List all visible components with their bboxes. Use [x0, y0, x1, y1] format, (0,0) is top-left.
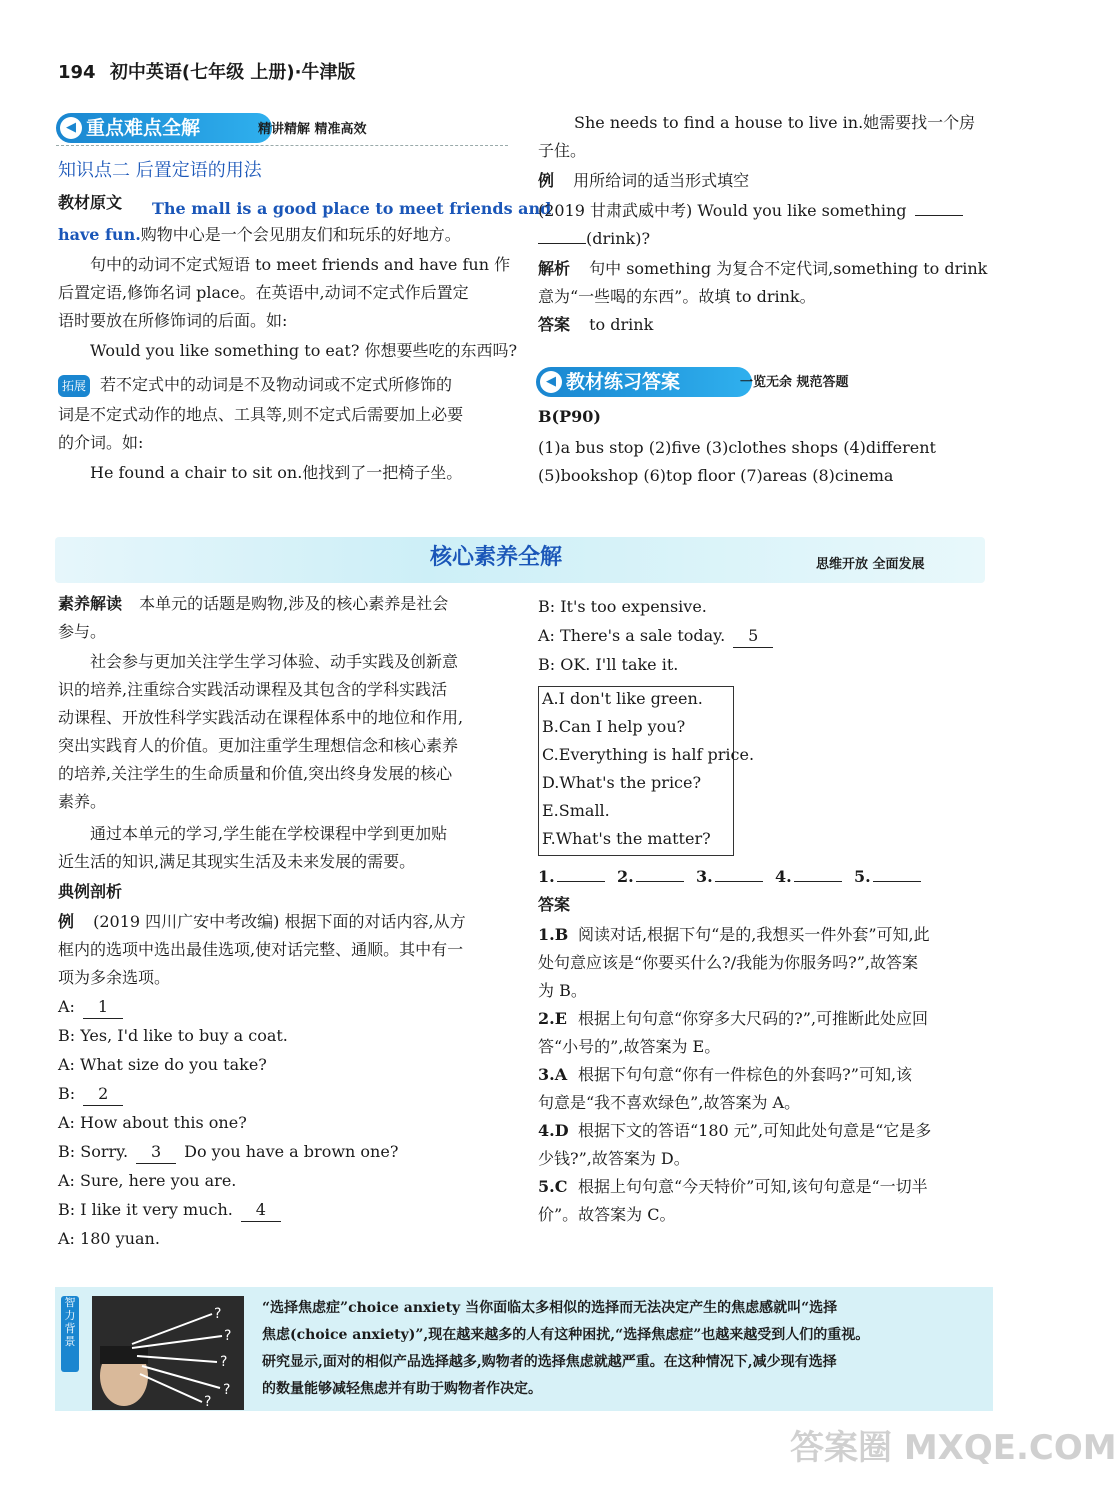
answer-blank[interactable]	[715, 881, 763, 882]
dialog-text: B: Sorry.	[58, 1142, 129, 1161]
extension-line-1	[58, 374, 452, 397]
answer-line	[538, 1204, 676, 1226]
dialog-line	[58, 1083, 123, 1106]
p4-line: 近生活的知识,满足其现实生活及未来发展的需要。	[58, 852, 416, 871]
orig-en-line-1: The mall is a good place to meet friends and	[152, 199, 552, 218]
dialog-blank[interactable]: 3	[136, 1141, 176, 1164]
page-header	[58, 58, 355, 84]
option-item[interactable]: D.What's the price?	[542, 773, 702, 792]
p3-line: 社会参与更加关注学生学习体验、动手实践及创新意	[90, 652, 459, 671]
answer-text: 句意是“我不喜欢绿色”,故答案为 A。	[538, 1093, 801, 1112]
answer-blank[interactable]	[538, 243, 586, 244]
orig-label: 教材原文	[58, 193, 123, 212]
dialog-blank[interactable]: 2	[83, 1083, 123, 1106]
li-text: 用所给词的适当形式填空	[573, 171, 750, 190]
dialog-line	[538, 596, 707, 618]
page-number: 194	[58, 62, 96, 83]
analysis-line-2: 意为“一些喝的东西”。故填 to drink。	[538, 287, 816, 306]
answer-text: 为 B。	[538, 981, 587, 1000]
orig-cn: 购物中心是一个会见朋友们和玩乐的好地方。	[140, 225, 461, 244]
dialog-text: A:	[58, 997, 75, 1016]
answer-line	[538, 1148, 690, 1170]
blank-number: 3.	[696, 867, 713, 886]
p3-line: 素养。	[58, 792, 107, 811]
answer-line	[538, 1120, 931, 1142]
answer-line	[538, 1008, 928, 1030]
svg-text:?: ?	[204, 1394, 212, 1410]
dialog-text: A: There's a sale today.	[538, 626, 726, 645]
p3-line: 的培养,关注学生的生命质量和价值,突出终身发展的核心	[58, 764, 453, 783]
answer-number: 5.C	[538, 1177, 568, 1196]
side-tag: 智力背景	[61, 1296, 79, 1372]
bottom-line-1: “选择焦虑症”choice anxiety 当你面临太多相似的选择而无法决定产生的焦虑感就叫“选择	[262, 1300, 838, 1316]
section-pill-key-points	[56, 113, 272, 143]
dialog-blank[interactable]: 5	[733, 625, 773, 648]
answer-line	[538, 1064, 912, 1086]
answer-text: to drink	[589, 315, 654, 334]
bottom-line-3: 研究显示,面对的相似产品选择越多,购物者的选择焦虑就越严重。在这种情况下,减少现有选择	[262, 1354, 837, 1370]
question-line-1	[538, 200, 963, 222]
blank-item	[696, 866, 763, 888]
svg-text:?: ?	[224, 1328, 232, 1344]
dialog-line	[58, 1141, 398, 1164]
banner-tagline: 思维开放 全面发展	[816, 557, 925, 572]
dialog-line	[538, 625, 773, 648]
answer-line	[538, 952, 918, 974]
para-line: 语时要放在所修饰词的后面。如:	[58, 311, 288, 330]
dialog-blank[interactable]: 4	[241, 1199, 281, 1222]
svg-text:?: ?	[220, 1354, 228, 1370]
bottom-line-4: 的数量能够减轻焦虑并有助于购物者作决定。	[262, 1381, 542, 1397]
option-item[interactable]: A.I don't like green.	[542, 689, 703, 708]
sy-line-2: 参与。	[58, 622, 107, 641]
option-item[interactable]: F.What's the matter?	[542, 829, 711, 848]
dialog-text: A: What size do you take?	[58, 1055, 267, 1074]
dialog-text: A: Sure, here you are.	[58, 1171, 237, 1190]
orig-line-2	[58, 224, 461, 246]
answer-text: 根据下文的答语“180 元”,可知此处句意是“它是多	[578, 1121, 932, 1140]
p3-line: 识的培养,注重综合实践活动课程及其包含的学科实践活	[58, 680, 448, 699]
dialog-line	[58, 1199, 281, 1222]
divider	[56, 145, 508, 146]
answer-text: 价”。故答案为 C。	[538, 1205, 676, 1224]
li-text: (2019 四川广安中考改编) 根据下面的对话内容,从方	[93, 912, 466, 931]
answer-blank[interactable]	[636, 881, 684, 882]
answer-text: 根据上句句意“今天特价”可知,该句句意是“一切半	[578, 1177, 928, 1196]
answer-text: 根据上句句意“你穿多大尺码的?”,可推断此处应回	[578, 1009, 929, 1028]
dialog-text: B: OK. I'll take it.	[538, 655, 679, 674]
pill-tagline: 精讲精解 精准高效	[258, 122, 367, 137]
illustration	[92, 1296, 244, 1410]
example-line: He found a chair to sit on.他找到了一把椅子坐。	[90, 463, 463, 482]
li-line-3: 项为多余选项。	[58, 968, 171, 987]
answers-line-1: (1)a bus stop (2)five (3)clothes shops (4)different	[538, 438, 936, 457]
answer-line	[538, 1036, 720, 1058]
p4-line: 通过本单元的学习,学生能在学校课程中学到更加贴	[90, 824, 448, 843]
dialog-line	[58, 1170, 236, 1192]
answer-blank[interactable]	[873, 881, 921, 882]
answer-number: 2.E	[538, 1009, 567, 1028]
answer-text: 根据下句句意“你有一件棕色的外套吗?”可知,该	[578, 1065, 913, 1084]
para-line: 的介词。如:	[58, 433, 144, 452]
dialog-text: A: 180 yuan.	[58, 1229, 160, 1248]
answer-text: 答“小号的”,故答案为 E。	[538, 1037, 721, 1056]
sy-text: 本单元的话题是购物,涉及的核心素养是社会	[139, 594, 449, 613]
speaker-icon: ◀	[60, 117, 82, 139]
answer-text: 少钱?”,故答案为 D。	[538, 1149, 690, 1168]
section-pill-textbook-answers	[536, 367, 752, 397]
dl-label: 典例剖析	[58, 882, 123, 901]
svg-text:?: ?	[223, 1382, 231, 1398]
extension-tag: 拓展	[58, 375, 90, 397]
dialog-text: B:	[58, 1084, 76, 1103]
svg-text:?: ?	[214, 1306, 222, 1322]
answer-line	[538, 1092, 800, 1114]
blank-number: 1.	[538, 867, 555, 886]
answer-number: 1.B	[538, 925, 569, 944]
sy-label: 素养解读	[58, 594, 123, 613]
blank-number: 2.	[617, 867, 634, 886]
answer-line	[538, 1176, 928, 1198]
sy-line-1	[58, 593, 448, 615]
pill-tagline: 一览无余 规范答题	[740, 375, 849, 390]
speaker-icon: ◀	[540, 371, 562, 393]
illustration-arrows	[92, 1296, 244, 1410]
dialog-text: Do you have a brown one?	[184, 1142, 399, 1161]
blank-item	[617, 866, 684, 888]
dialog-line	[58, 1228, 160, 1250]
p3-line: 突出实践育人的价值。更加注重学生理想信念和核心素养	[58, 736, 459, 755]
blank-number: 5.	[854, 867, 871, 886]
example-line: 子住。	[538, 141, 587, 160]
li-label: 例	[538, 171, 555, 190]
analysis-line-1	[538, 258, 987, 280]
example-line: Would you like something to eat? 你想要些吃的东西吗?	[90, 341, 518, 360]
para-line: 后置定语,修饰名词 place。在英语中,动词不定式作后置定	[58, 283, 469, 302]
example-line: She needs to find a house to live in.她需要找一个房	[574, 113, 976, 132]
dialog-line	[58, 1025, 288, 1047]
option-item[interactable]: E.Small.	[542, 801, 610, 820]
orig-en-line-2: have fun.	[58, 225, 141, 244]
answer-label: 答案	[538, 315, 571, 334]
book-title: 初中英语(七年级 上册)·牛津版	[109, 62, 356, 83]
answer-line	[538, 314, 653, 336]
dialog-text: B: Yes, I'd like to buy a coat.	[58, 1026, 288, 1045]
exercise-line	[538, 170, 749, 192]
li-line-1	[58, 911, 466, 933]
pill-label: 重点难点全解	[86, 117, 201, 139]
blank-item	[538, 866, 605, 888]
analysis-label: 解析	[538, 259, 571, 278]
answer-number: 4.D	[538, 1121, 569, 1140]
question-text: (2019 甘肃武威中考) Would you like something	[538, 201, 907, 220]
dialog-line	[58, 1054, 267, 1076]
para-text: 若不定式中的动词是不及物动词或不定式所修饰的	[100, 375, 453, 394]
answer-line	[538, 980, 587, 1002]
dialog-text: B: I like it very much.	[58, 1200, 233, 1219]
answer-blank[interactable]	[557, 881, 605, 882]
question-line-2	[538, 228, 650, 250]
dialog-text: A: How about this one?	[58, 1113, 247, 1132]
dialog-line	[538, 654, 678, 676]
blank-item	[854, 866, 921, 888]
dialog-line	[58, 996, 123, 1019]
analysis-text: 句中 something 为复合不定代词,something to drink	[589, 259, 988, 278]
question-text: (drink)?	[586, 229, 651, 248]
li-label: 例	[58, 912, 75, 931]
blank-item	[775, 866, 842, 888]
answer-text: 阅读对话,根据下句“是的,我想买一件外套”可知,此	[578, 925, 930, 944]
banner-title: 核心素养全解	[430, 545, 563, 570]
answer-blank[interactable]	[915, 215, 963, 216]
dialog-line	[58, 1112, 247, 1134]
li-line-2: 框内的选项中选出最佳选项,使对话完整、通顺。其中有一	[58, 940, 464, 959]
answer-text: 处句意应该是“你要买什么?/我能为你服务吗?”,故答案	[538, 953, 918, 972]
answers-line-2: (5)bookshop (6)top floor (7)areas (8)cinema	[538, 466, 894, 485]
b-label: B(P90)	[538, 407, 601, 426]
para-line: 词是不定式动作的地点、工具等,则不定式后需要加上必要	[58, 405, 464, 424]
p3-line: 动课程、开放性科学实践活动在课程体系中的地位和作用,	[58, 708, 464, 727]
watermark: 答案圈 MXQE.COM	[790, 1428, 1117, 1468]
knowledge-point-title: 知识点二 后置定语的用法	[58, 160, 262, 181]
bottom-line-2: 焦虑(choice anxiety)”,现在越来越多的人有这种困扰,“选择焦虑症”也越来越受到人们的重视。	[262, 1327, 870, 1343]
answer-label: 答案	[538, 895, 571, 914]
pill-label: 教材练习答案	[566, 371, 681, 393]
answer-number: 3.A	[538, 1065, 568, 1084]
answer-blank[interactable]	[794, 881, 842, 882]
dialog-text: B: It's too expensive.	[538, 597, 707, 616]
blank-number: 4.	[775, 867, 792, 886]
option-item[interactable]: B.Can I help you?	[542, 717, 686, 736]
para-line: 句中的动词不定式短语 to meet friends and have fun 作	[90, 255, 511, 274]
answer-line	[538, 924, 930, 946]
dialog-blank[interactable]: 1	[83, 996, 123, 1019]
option-item[interactable]: C.Everything is half price.	[542, 745, 755, 764]
